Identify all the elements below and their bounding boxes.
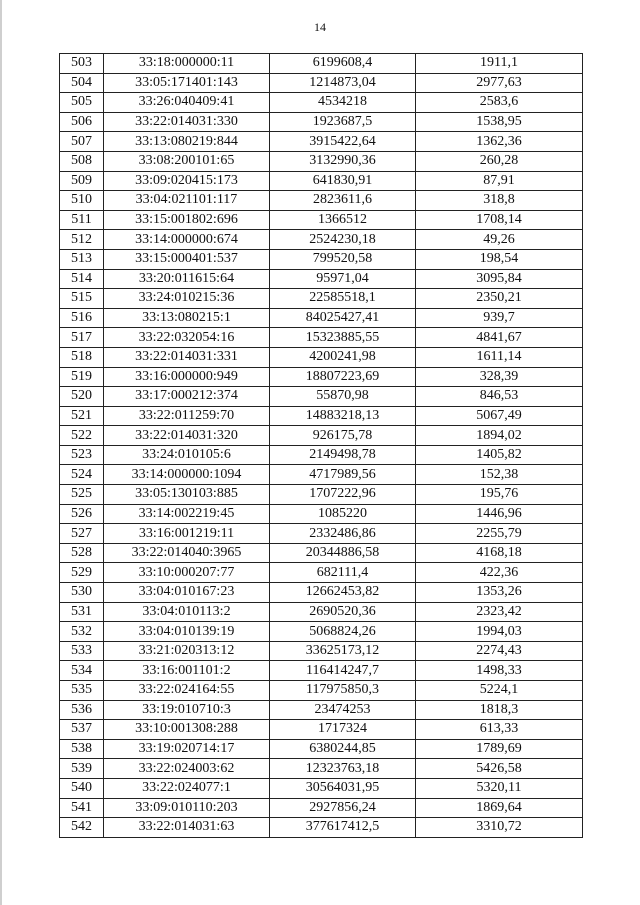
cadastral-number-cell: 33:16:000000:949 [104, 367, 270, 387]
cadastral-value-cell: 926175,78 [270, 426, 416, 446]
table-row [60, 171, 583, 191]
table-row [60, 524, 583, 544]
table-row [60, 249, 583, 269]
row-number-cell: 527 [60, 524, 104, 544]
cadastral-value-cell: 1214873,04 [270, 73, 416, 93]
area-cell: 1446,96 [416, 504, 583, 524]
cadastral-number-cell: 33:22:014031:330 [104, 112, 270, 132]
row-number-cell: 512 [60, 230, 104, 250]
cadastral-value-cell: 4200241,98 [270, 347, 416, 367]
cadastral-value-cell: 3915422,64 [270, 132, 416, 152]
table-row [60, 308, 583, 328]
table-row [60, 54, 583, 74]
cadastral-value-cell: 116414247,7 [270, 661, 416, 681]
table-row [60, 112, 583, 132]
cadastral-number-cell: 33:22:011259:70 [104, 406, 270, 426]
cadastral-number-cell: 33:04:021101:117 [104, 191, 270, 211]
area-cell: 260,28 [416, 151, 583, 171]
cadastral-value-cell: 1085220 [270, 504, 416, 524]
area-cell: 613,33 [416, 720, 583, 740]
cadastral-number-cell: 33:24:010215:36 [104, 289, 270, 309]
table-row [60, 778, 583, 798]
row-number-cell: 541 [60, 798, 104, 818]
cadastral-value-cell: 12323763,18 [270, 759, 416, 779]
cadastral-number-cell: 33:22:024077:1 [104, 778, 270, 798]
cadastral-number-cell: 33:19:010710:3 [104, 700, 270, 720]
row-number-cell: 515 [60, 289, 104, 309]
cadastral-number-cell: 33:15:000401:537 [104, 249, 270, 269]
cadastral-value-cell: 84025427,41 [270, 308, 416, 328]
area-cell: 49,26 [416, 230, 583, 250]
cadastral-number-cell: 33:05:130103:885 [104, 485, 270, 505]
cadastral-number-cell: 33:14:000000:674 [104, 230, 270, 250]
cadastral-value-cell: 30564031,95 [270, 778, 416, 798]
area-cell: 1353,26 [416, 583, 583, 603]
row-number-cell: 526 [60, 504, 104, 524]
area-cell: 1362,36 [416, 132, 583, 152]
area-cell: 3310,72 [416, 818, 583, 838]
cadastral-value-cell: 2149498,78 [270, 445, 416, 465]
cadastral-value-cell: 6199608,4 [270, 54, 416, 74]
row-number-cell: 509 [60, 171, 104, 191]
area-cell: 1789,69 [416, 739, 583, 759]
row-number-cell: 518 [60, 347, 104, 367]
row-number-cell: 537 [60, 720, 104, 740]
cadastral-table [59, 53, 583, 838]
row-number-cell: 524 [60, 465, 104, 485]
area-cell: 5320,11 [416, 778, 583, 798]
area-cell: 2977,63 [416, 73, 583, 93]
table-row [60, 739, 583, 759]
row-number-cell: 517 [60, 328, 104, 348]
table-row [60, 759, 583, 779]
row-number-cell: 528 [60, 543, 104, 563]
table-row [60, 328, 583, 348]
cadastral-value-cell: 6380244,85 [270, 739, 416, 759]
row-number-cell: 506 [60, 112, 104, 132]
table-row [60, 387, 583, 407]
row-number-cell: 504 [60, 73, 104, 93]
cadastral-number-cell: 33:17:000212:374 [104, 387, 270, 407]
table-row [60, 367, 583, 387]
area-cell: 2583,6 [416, 93, 583, 113]
cadastral-value-cell: 2332486,86 [270, 524, 416, 544]
area-cell: 1708,14 [416, 210, 583, 230]
table-row [60, 661, 583, 681]
cadastral-number-cell: 33:21:020313:12 [104, 641, 270, 661]
area-cell: 1994,03 [416, 622, 583, 642]
cadastral-number-cell: 33:04:010113:2 [104, 602, 270, 622]
cadastral-value-cell: 33625173,12 [270, 641, 416, 661]
cadastral-number-cell: 33:18:000000:11 [104, 54, 270, 74]
cadastral-value-cell: 4534218 [270, 93, 416, 113]
cadastral-number-cell: 33:22:024003:62 [104, 759, 270, 779]
area-cell: 1911,1 [416, 54, 583, 74]
cadastral-value-cell: 2927856,24 [270, 798, 416, 818]
row-number-cell: 503 [60, 54, 104, 74]
row-number-cell: 529 [60, 563, 104, 583]
cadastral-number-cell: 33:13:080219:844 [104, 132, 270, 152]
cadastral-value-cell: 117975850,3 [270, 681, 416, 701]
area-cell: 195,76 [416, 485, 583, 505]
cadastral-value-cell: 18807223,69 [270, 367, 416, 387]
table-row [60, 73, 583, 93]
table-row [60, 289, 583, 309]
table-row [60, 818, 583, 838]
cadastral-value-cell: 1366512 [270, 210, 416, 230]
row-number-cell: 516 [60, 308, 104, 328]
area-cell: 939,7 [416, 308, 583, 328]
area-cell: 2350,21 [416, 289, 583, 309]
cadastral-number-cell: 33:16:001219:11 [104, 524, 270, 544]
table-row [60, 151, 583, 171]
table-row [60, 798, 583, 818]
row-number-cell: 538 [60, 739, 104, 759]
area-cell: 3095,84 [416, 269, 583, 289]
table-row [60, 269, 583, 289]
table-row [60, 583, 583, 603]
area-cell: 1611,14 [416, 347, 583, 367]
row-number-cell: 522 [60, 426, 104, 446]
cadastral-value-cell: 5068824,26 [270, 622, 416, 642]
cadastral-number-cell: 33:09:010110:203 [104, 798, 270, 818]
table-row [60, 700, 583, 720]
area-cell: 328,39 [416, 367, 583, 387]
row-number-cell: 530 [60, 583, 104, 603]
cadastral-number-cell: 33:09:020415:173 [104, 171, 270, 191]
area-cell: 5067,49 [416, 406, 583, 426]
cadastral-number-cell: 33:22:032054:16 [104, 328, 270, 348]
cadastral-value-cell: 641830,91 [270, 171, 416, 191]
area-cell: 1894,02 [416, 426, 583, 446]
cadastral-number-cell: 33:05:171401:143 [104, 73, 270, 93]
page-number: 14 [314, 20, 326, 34]
area-cell: 5426,58 [416, 759, 583, 779]
row-number-cell: 532 [60, 622, 104, 642]
row-number-cell: 510 [60, 191, 104, 211]
row-number-cell: 520 [60, 387, 104, 407]
cadastral-number-cell: 33:10:001308:288 [104, 720, 270, 740]
cadastral-value-cell: 1707222,96 [270, 485, 416, 505]
area-cell: 4168,18 [416, 543, 583, 563]
area-cell: 1869,64 [416, 798, 583, 818]
cadastral-value-cell: 55870,98 [270, 387, 416, 407]
cadastral-number-cell: 33:04:010167:23 [104, 583, 270, 603]
table-row [60, 641, 583, 661]
cadastral-number-cell: 33:15:001802:696 [104, 210, 270, 230]
area-cell: 422,36 [416, 563, 583, 583]
scan-edge [0, 0, 2, 905]
area-cell: 2274,43 [416, 641, 583, 661]
row-number-cell: 519 [60, 367, 104, 387]
table-row [60, 681, 583, 701]
area-cell: 2323,42 [416, 602, 583, 622]
cadastral-value-cell: 1717324 [270, 720, 416, 740]
row-number-cell: 533 [60, 641, 104, 661]
cadastral-number-cell: 33:14:000000:1094 [104, 465, 270, 485]
cadastral-value-cell: 682111,4 [270, 563, 416, 583]
table-row [60, 93, 583, 113]
cadastral-number-cell: 33:22:024164:55 [104, 681, 270, 701]
row-number-cell: 505 [60, 93, 104, 113]
table-body [60, 54, 583, 838]
table-row [60, 543, 583, 563]
cadastral-value-cell: 22585518,1 [270, 289, 416, 309]
cadastral-number-cell: 33:10:000207:77 [104, 563, 270, 583]
row-number-cell: 514 [60, 269, 104, 289]
cadastral-number-cell: 33:22:014031:63 [104, 818, 270, 838]
cadastral-value-cell: 4717989,56 [270, 465, 416, 485]
table-row [60, 445, 583, 465]
cadastral-number-cell: 33:04:010139:19 [104, 622, 270, 642]
area-cell: 318,8 [416, 191, 583, 211]
cadastral-value-cell: 20344886,58 [270, 543, 416, 563]
area-cell: 87,91 [416, 171, 583, 191]
area-cell: 1818,3 [416, 700, 583, 720]
table-row [60, 132, 583, 152]
table-row [60, 230, 583, 250]
area-cell: 2255,79 [416, 524, 583, 544]
cadastral-value-cell: 1923687,5 [270, 112, 416, 132]
row-number-cell: 521 [60, 406, 104, 426]
row-number-cell: 540 [60, 778, 104, 798]
area-cell: 152,38 [416, 465, 583, 485]
cadastral-number-cell: 33:14:002219:45 [104, 504, 270, 524]
table-row [60, 191, 583, 211]
cadastral-value-cell: 12662453,82 [270, 583, 416, 603]
row-number-cell: 507 [60, 132, 104, 152]
cadastral-value-cell: 799520,58 [270, 249, 416, 269]
table-row [60, 426, 583, 446]
table-row [60, 622, 583, 642]
row-number-cell: 508 [60, 151, 104, 171]
cadastral-number-cell: 33:24:010105:6 [104, 445, 270, 465]
row-number-cell: 542 [60, 818, 104, 838]
row-number-cell: 511 [60, 210, 104, 230]
area-cell: 846,53 [416, 387, 583, 407]
cadastral-number-cell: 33:22:014040:3965 [104, 543, 270, 563]
cadastral-number-cell: 33:20:011615:64 [104, 269, 270, 289]
row-number-cell: 539 [60, 759, 104, 779]
cadastral-value-cell: 2524230,18 [270, 230, 416, 250]
table-row [60, 406, 583, 426]
cadastral-number-cell: 33:19:020714:17 [104, 739, 270, 759]
area-cell: 1498,33 [416, 661, 583, 681]
row-number-cell: 536 [60, 700, 104, 720]
table-row [60, 504, 583, 524]
cadastral-number-cell: 33:16:001101:2 [104, 661, 270, 681]
row-number-cell: 525 [60, 485, 104, 505]
cadastral-value-cell: 15323885,55 [270, 328, 416, 348]
table-row [60, 210, 583, 230]
cadastral-number-cell: 33:08:200101:65 [104, 151, 270, 171]
cadastral-number-cell: 33:26:040409:41 [104, 93, 270, 113]
table-row [60, 602, 583, 622]
cadastral-value-cell: 14883218,13 [270, 406, 416, 426]
row-number-cell: 523 [60, 445, 104, 465]
area-cell: 4841,67 [416, 328, 583, 348]
table-row [60, 485, 583, 505]
area-cell: 5224,1 [416, 681, 583, 701]
row-number-cell: 513 [60, 249, 104, 269]
table-row [60, 563, 583, 583]
table-row [60, 347, 583, 367]
table-row [60, 465, 583, 485]
cadastral-value-cell: 377617412,5 [270, 818, 416, 838]
area-cell: 1538,95 [416, 112, 583, 132]
area-cell: 198,54 [416, 249, 583, 269]
area-cell: 1405,82 [416, 445, 583, 465]
row-number-cell: 535 [60, 681, 104, 701]
table-row [60, 720, 583, 740]
row-number-cell: 534 [60, 661, 104, 681]
cadastral-number-cell: 33:13:080215:1 [104, 308, 270, 328]
cadastral-value-cell: 2823611,6 [270, 191, 416, 211]
cadastral-value-cell: 23474253 [270, 700, 416, 720]
row-number-cell: 531 [60, 602, 104, 622]
cadastral-number-cell: 33:22:014031:331 [104, 347, 270, 367]
cadastral-number-cell: 33:22:014031:320 [104, 426, 270, 446]
cadastral-value-cell: 3132990,36 [270, 151, 416, 171]
cadastral-value-cell: 2690520,36 [270, 602, 416, 622]
cadastral-value-cell: 95971,04 [270, 269, 416, 289]
